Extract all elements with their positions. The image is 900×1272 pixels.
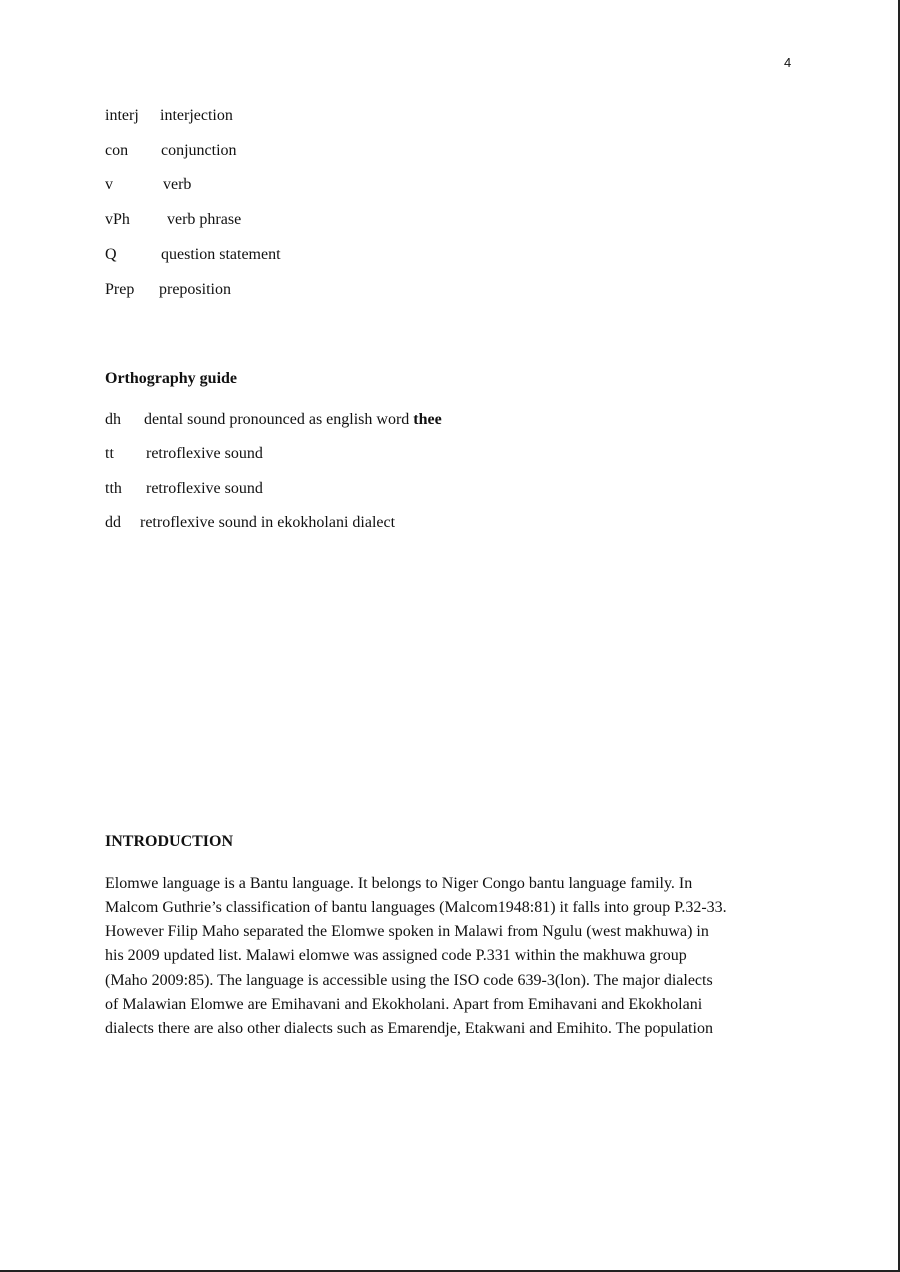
- orthography-description-text: dental sound pronounced as english word: [144, 411, 414, 428]
- orthography-heading: Orthography guide: [105, 370, 238, 387]
- abbreviation-term: v: [105, 176, 113, 193]
- paragraph-line: his 2009 updated list. Malawi elomwe was assigned code P.331 within the makhuwa group: [105, 947, 687, 964]
- paragraph-line: However Filip Maho separated the Elomwe spoken in Malawi from Ngulu (west makhuwa) in: [105, 923, 709, 940]
- abbreviation-definition: verb phrase: [167, 211, 242, 228]
- paragraph-line: Malcom Guthrie’s classification of bantu languages (Malcom1948:81) it falls into group P.32-33.: [105, 899, 727, 916]
- paragraph-line: of Malawian Elomwe are Emihavani and Ekokholani. Apart from Emihavani and Ekokholani: [105, 996, 703, 1013]
- abbreviation-term: vPh: [105, 211, 130, 228]
- orthography-symbol: tth: [105, 480, 122, 497]
- orthography-description: retroflexive sound: [146, 480, 263, 497]
- abbreviation-term: Prep: [105, 281, 135, 298]
- orthography-description: retroflexive sound in ekokholani dialect: [140, 514, 396, 531]
- abbreviation-definition: verb: [163, 176, 192, 193]
- abbreviation-term: interj: [105, 107, 139, 124]
- abbreviation-definition: conjunction: [161, 142, 237, 159]
- orthography-description: retroflexive sound: [146, 445, 263, 462]
- abbreviation-term: Q: [105, 246, 117, 263]
- abbreviation-term: con: [105, 142, 129, 159]
- orthography-description: [144, 410, 442, 430]
- orthography-symbol: dh: [105, 411, 121, 428]
- page-number: 4: [784, 55, 792, 70]
- orthography-symbol: dd: [105, 514, 121, 531]
- orthography-example-word: thee: [413, 411, 442, 428]
- paragraph-line: Elomwe language is a Bantu language. It belongs to Niger Congo bantu language family. In: [105, 875, 693, 892]
- abbreviation-definition: interjection: [160, 107, 233, 124]
- paragraph-line: dialects there are also other dialects such as Emarendje, Etakwani and Emihito. The population: [105, 1020, 713, 1037]
- paragraph-line: (Maho 2009:85). The language is accessible using the ISO code 639-3(lon). The major dialects: [105, 972, 713, 989]
- orthography-symbol: tt: [105, 445, 114, 462]
- introduction-heading: INTRODUCTION: [105, 833, 234, 850]
- abbreviation-definition: question statement: [161, 246, 281, 263]
- abbreviation-definition: preposition: [159, 281, 231, 298]
